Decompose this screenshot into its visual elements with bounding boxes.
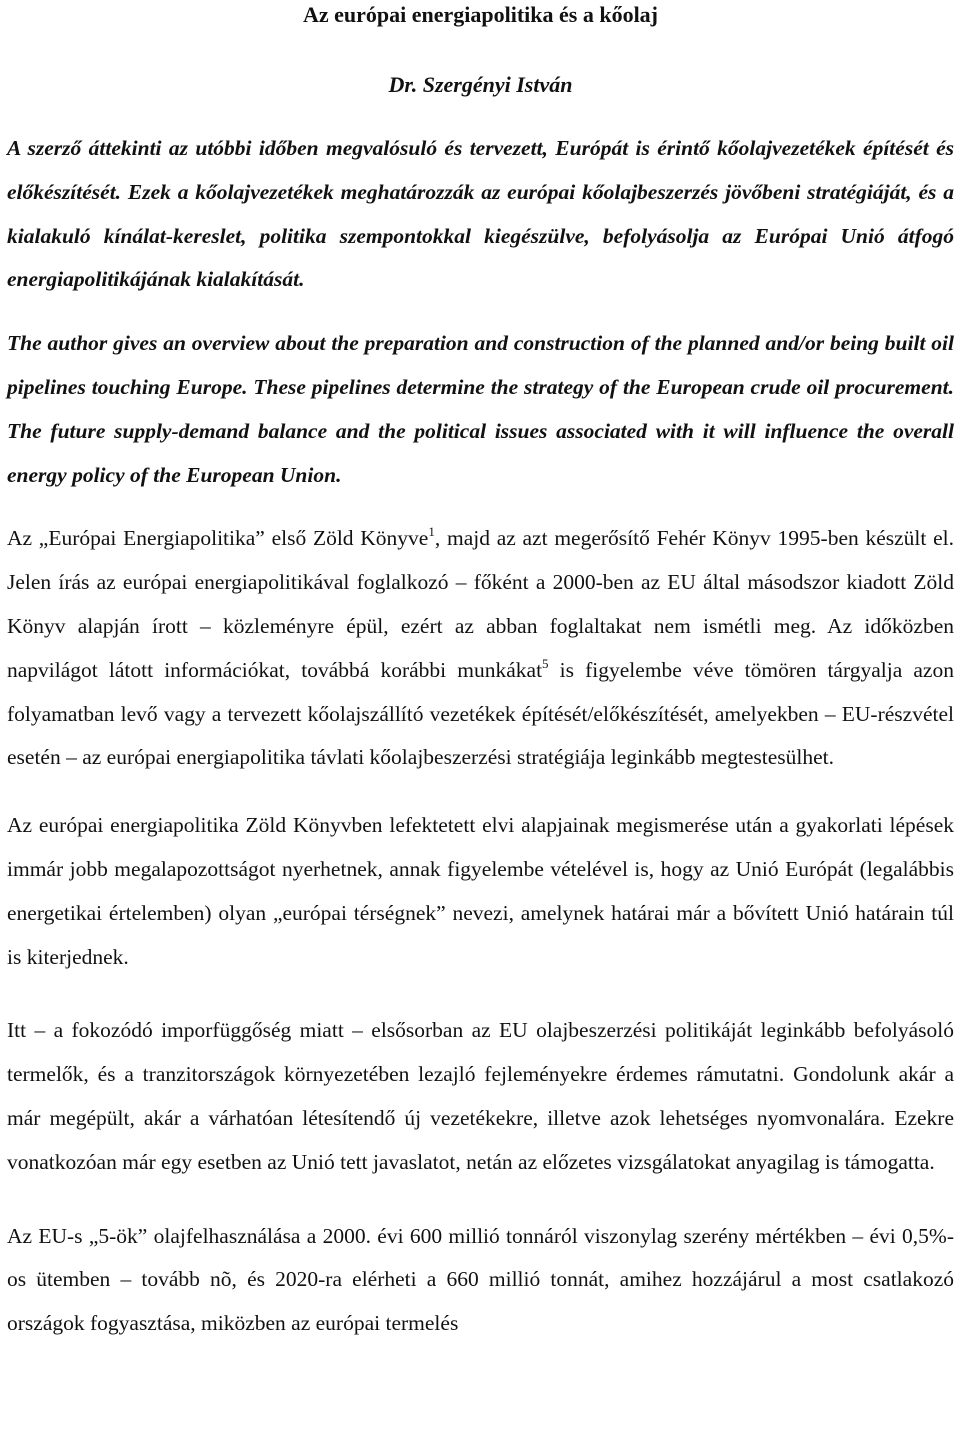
abstract-english: The author gives an overview about the preparation and construction of the planned and/or being built oil pipelines touching Europe. These pipelines determine the strategy of the European crude oil procurement. The future supply-demand balance and the political issues associated with it will influence the overall energy policy of the European Union.: [7, 331, 954, 487]
footnote-ref-1: 1: [428, 524, 435, 540]
body-paragraph-3: Itt – a fokozódó imporfüggőség miatt – elsősorban az EU olajbeszerzési politikáját leginkább befolyásoló termelők, és a tranzitországok környezetében lezajló fejleményekre érdemes rámutatni. Gondolunk akár a már megépült, akár a várhatóan létesítendő új vezetékekre, illetve azok lehetséges nyomvonalára. Ezekre vonatkozóan már egy esetben az Unió tett javaslatot, netán az előzetes vizsgálatokat anyagilag is támogatta.: [7, 1018, 954, 1174]
paragraph-1-text-c: is figyelembe véve tömören tárgyalja azon folyamatban levő vagy a tervezett kőolajszállító vezetékek építését/előkészítését, amelyekben – EU-részvétel esetén – az európai energiapolitika távlati kőolajbeszerzési stratégiája leginkább megtestesülhet.: [7, 657, 954, 770]
body-paragraph-1: [7, 517, 954, 780]
footnote-ref-5: 5: [542, 655, 549, 671]
body-paragraph-4: Az EU-s „5-ök” olajfelhasználása a 2000. évi 600 millió tonnáról viszonylag szerény mértékben – évi 0,5%-os ütemben – tovább nõ, és 2020-ra elérheti a 660 millió tonnát, amihez hozzájárul a most csatlakozó országok fogyasztása, miközben az európai termelés: [7, 1223, 954, 1336]
abstract-hungarian: A szerző áttekinti az utóbbi időben megvalósuló és tervezett, Európát is érintő kőolajvezetékek építését és előkészítését. Ezek a kőolajvezetékek meghatározzák az európai kőolajbeszerzés jövőbeni stratégiáját, és a kialakuló kínálat-kereslet, politika szempontokkal kiegészülve, befolyásolja az Európai Unió átfogó energiapolitikájának kialakítását.: [7, 136, 954, 292]
document-title: Az európai energiapolitika és a kőolaj: [302, 2, 659, 27]
document-author: Dr. Szergényi István: [388, 72, 573, 97]
paragraph-1-text-a: Az „Európai Energiapolitika” első Zöld Könyve: [7, 526, 429, 551]
paragraph-1-text-b: , majd az azt megerősítő Fehér Könyv 1995-ben készült el. Jelen írás az európai energiapolitikával foglalkozó – főként a 2000-ben az EU által másodszor kiadott Zöld Könyv alapján írott – közleményre épül, ezért az abban foglaltakat nem ismétli meg. Az időközben napvilágot látott információkat, továbbá korábbi munkákat: [7, 526, 955, 682]
body-paragraph-2: Az európai energiapolitika Zöld Könyvben lefektetett elvi alapjainak megismerése után a gyakorlati lépések immár jobb megalapozottságot nyerhetnek, annak figyelembe vételével is, hogy az Unió Európát (legalábbis energetikai értelemben) olyan „európai térségnek” nevezi, amelynek határai már a bővített Unió határain túl is kiterjednek.: [7, 813, 954, 969]
